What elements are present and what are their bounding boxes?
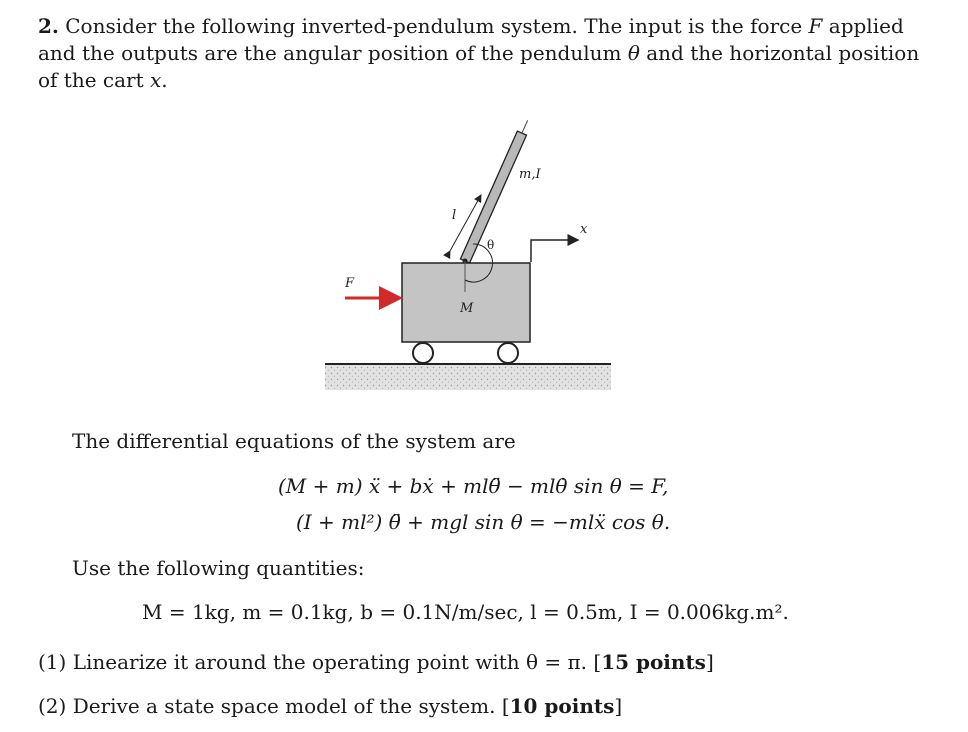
- var-theta: θ: [627, 41, 640, 65]
- intro-line-3a: of the cart: [38, 68, 150, 92]
- cart-wheel-left: [413, 343, 433, 363]
- intro-line-3b: .: [161, 68, 168, 92]
- intro-line-2b: and the horizontal position: [639, 41, 920, 65]
- problem-number: 2.: [38, 14, 59, 38]
- cart-wheel-right: [498, 343, 518, 363]
- label-length: l: [452, 208, 457, 223]
- task-2-points: 10 points: [509, 694, 615, 718]
- equations-intro: The differential equations of the system are: [72, 429, 516, 453]
- intro-line-1: Consider the following inverted-pendulum system. The input is the force: [65, 14, 809, 38]
- label-angle: θ: [487, 238, 495, 252]
- quantities-intro: Use the following quantities:: [72, 556, 365, 580]
- label-force: F: [345, 276, 355, 291]
- var-x: x: [150, 68, 162, 92]
- task-1-text: Linearize it around the operating point with θ = π. [: [72, 650, 602, 674]
- intro-line-2a: and the outputs are the angular position of the pendulum: [38, 41, 628, 65]
- task-1-marker: (1): [38, 650, 67, 674]
- label-pendulum: m,I: [519, 167, 541, 182]
- task-1-points: 15 points: [601, 650, 706, 674]
- equation-2: (I + ml²) θ̈ + mgl sin θ = −mlẍ cos θ.: [296, 510, 671, 534]
- task-2-close: ]: [614, 694, 623, 718]
- task-1: [38, 649, 714, 676]
- task-2: [38, 693, 622, 720]
- task-1-close: ]: [705, 650, 714, 674]
- label-position: x: [580, 222, 588, 237]
- var-F: F: [808, 14, 823, 38]
- intro-line-1-end: applied: [822, 14, 904, 38]
- equation-1: (M + m) ẍ + bẋ + mlθ̈ − mlθ̇ sin θ = F,: [278, 474, 669, 498]
- task-2-marker: (2): [38, 694, 67, 718]
- label-cart-mass: M: [460, 301, 474, 316]
- quantities-values: M = 1kg, m = 0.1kg, b = 0.1N/m/sec, l = 0.5m, I = 0.006kg.m².: [142, 600, 789, 624]
- pendulum-rod: [460, 118, 532, 263]
- position-arrow: [531, 240, 578, 262]
- task-2-text: Derive a state space model of the system. [: [72, 694, 510, 718]
- ground: [325, 364, 611, 390]
